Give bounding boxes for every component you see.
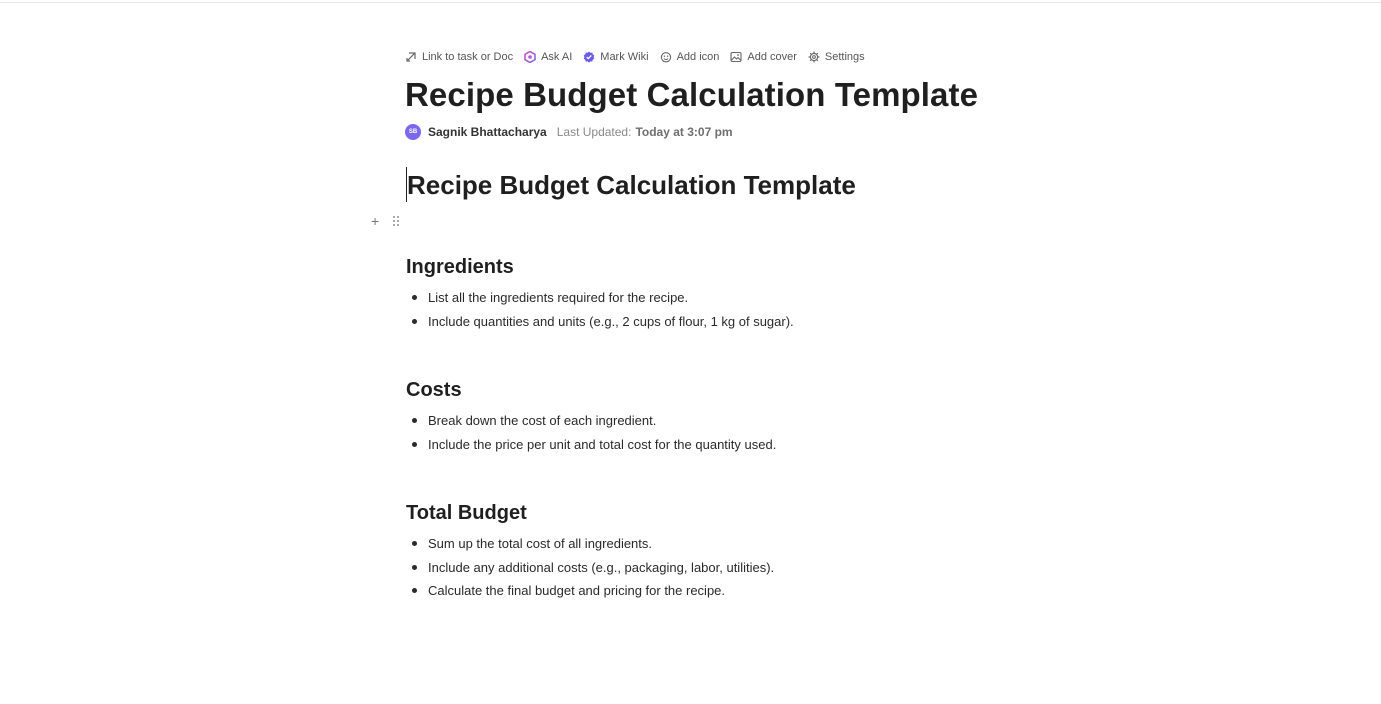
list-item[interactable]: Include the price per unit and total cost for the quantity used. [406, 433, 776, 457]
add-block-button[interactable]: + [371, 213, 380, 229]
last-updated-value: Today at 3:07 pm [635, 124, 733, 139]
section-heading-total-budget[interactable]: Total Budget [406, 502, 527, 524]
costs-list [406, 409, 776, 456]
total-budget-list [406, 532, 774, 603]
add-cover-label: Add cover [747, 50, 797, 63]
image-icon [730, 51, 742, 63]
list-item[interactable]: Include any additional costs (e.g., packaging, labor, utilities). [406, 556, 774, 580]
add-icon-button[interactable] [660, 51, 720, 63]
settings-button[interactable] [808, 51, 865, 63]
content-heading[interactable]: Recipe Budget Calculation Template [407, 170, 856, 200]
link-to-task-label: Link to task or Doc [422, 50, 514, 63]
link-icon [405, 51, 417, 63]
gear-icon [808, 51, 820, 63]
page-title[interactable]: Recipe Budget Calculation Template [405, 76, 979, 113]
ai-icon [524, 51, 536, 63]
top-divider [0, 2, 1381, 3]
section-heading-ingredients[interactable]: Ingredients [406, 256, 514, 278]
doc-toolbar [405, 49, 876, 64]
last-updated-label: Last Updated: [556, 124, 632, 139]
ingredients-list [406, 286, 794, 333]
add-cover-button[interactable] [730, 51, 797, 63]
doc-meta [405, 123, 733, 140]
link-to-task-button[interactable] [405, 51, 513, 63]
settings-label: Settings [824, 50, 865, 63]
section-heading-costs[interactable]: Costs [406, 379, 462, 401]
ask-ai-button[interactable] [524, 51, 572, 63]
avatar[interactable]: SB [405, 124, 421, 140]
mark-wiki-label: Mark Wiki [600, 50, 649, 63]
list-item[interactable]: Break down the cost of each ingredient. [406, 409, 776, 433]
ask-ai-label: Ask AI [541, 50, 573, 63]
wiki-check-icon [583, 51, 595, 63]
list-item[interactable]: Sum up the total cost of all ingredients. [406, 532, 774, 556]
list-item[interactable]: Include quantities and units (e.g., 2 cups of flour, 1 kg of sugar). [406, 310, 794, 334]
author-name[interactable]: Sagnik Bhattacharya [428, 124, 547, 139]
drag-handle-icon[interactable] [393, 216, 399, 226]
emoji-icon [660, 51, 672, 63]
list-item[interactable]: List all the ingredients required for the recipe. [406, 286, 794, 310]
add-icon-label: Add icon [676, 50, 720, 63]
list-item[interactable]: Calculate the final budget and pricing for the recipe. [406, 579, 774, 603]
mark-wiki-button[interactable] [583, 51, 648, 63]
